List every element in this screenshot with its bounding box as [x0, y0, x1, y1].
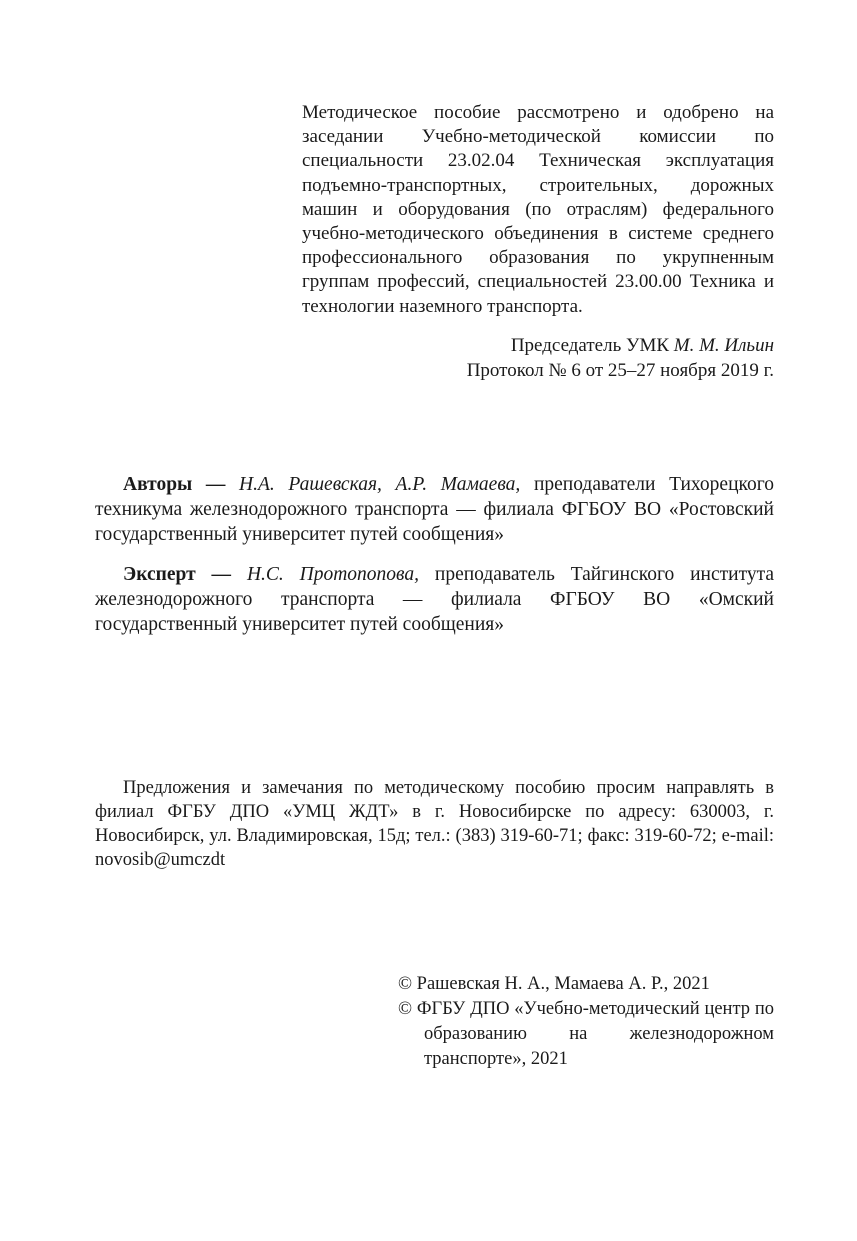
copyright-section — [398, 972, 774, 1072]
copyright-publisher: © ФГБУ ДПО «Учебно-методический центр по образованию на железнодорожном транспорте», 2021 — [398, 999, 774, 1069]
chairman-prefix: Председатель УМК — [510, 335, 670, 356]
authors-description: преподаватели Тихорецкого техникума железнодорожного транспорта — филиала ФГБОУ ВО «Ростовский государственный университет путей сообщения» — [95, 474, 775, 545]
expert-role: Эксперт — — [123, 564, 232, 585]
copyright-authors: © Рашевская Н. А., Мамаева А. Р., 2021 — [398, 974, 710, 994]
expert-block — [95, 562, 774, 637]
authors-block — [95, 472, 774, 547]
authors-role: Авторы — — [123, 474, 226, 495]
expert-description: преподаватель Тайгинского института железнодорожного транспорта — филиала ФГБОУ ВО «Омский государственный университет путей сообщения» — [95, 564, 775, 635]
authors-names: Н.А. Рашевская, А.Р. Мамаева, — [239, 474, 521, 495]
approval-signature — [467, 333, 774, 383]
credits-section — [95, 472, 774, 637]
protocol-line: Протокол № 6 от 25–27 ноября 2019 г. — [466, 360, 774, 381]
feedback-note: Предложения и замечания по методическому пособию просим направлять в филиал ФГБУ ДПО «УМЦ ЖДТ» в г. Новосибирске по адресу: 630003, г. Новосибирск, ул. Владимировская, 15д; тел.: (383) 319-60-71; факс: 319-60-72; e-mail: novosib@umczdt — [95, 778, 774, 870]
chairman-name: М. М. Ильин — [673, 335, 774, 356]
chairman-line — [467, 333, 774, 358]
approval-note: Методическое пособие рассмотрено и одобрено на заседании Учебно-методической комиссии по специальности 23.02.04 Техническая эксплуатация подъемно-транспортных, строительных, дорожных машин и оборудования (по отраслям) федерального учебно-методического объединения в системе среднего профессионального образования по укрупненным группам профессий, специальностей 23.00.00 Техника и технологии наземного транспорта. — [302, 102, 774, 317]
expert-names: Н.С. Протопопова, — [246, 564, 420, 585]
